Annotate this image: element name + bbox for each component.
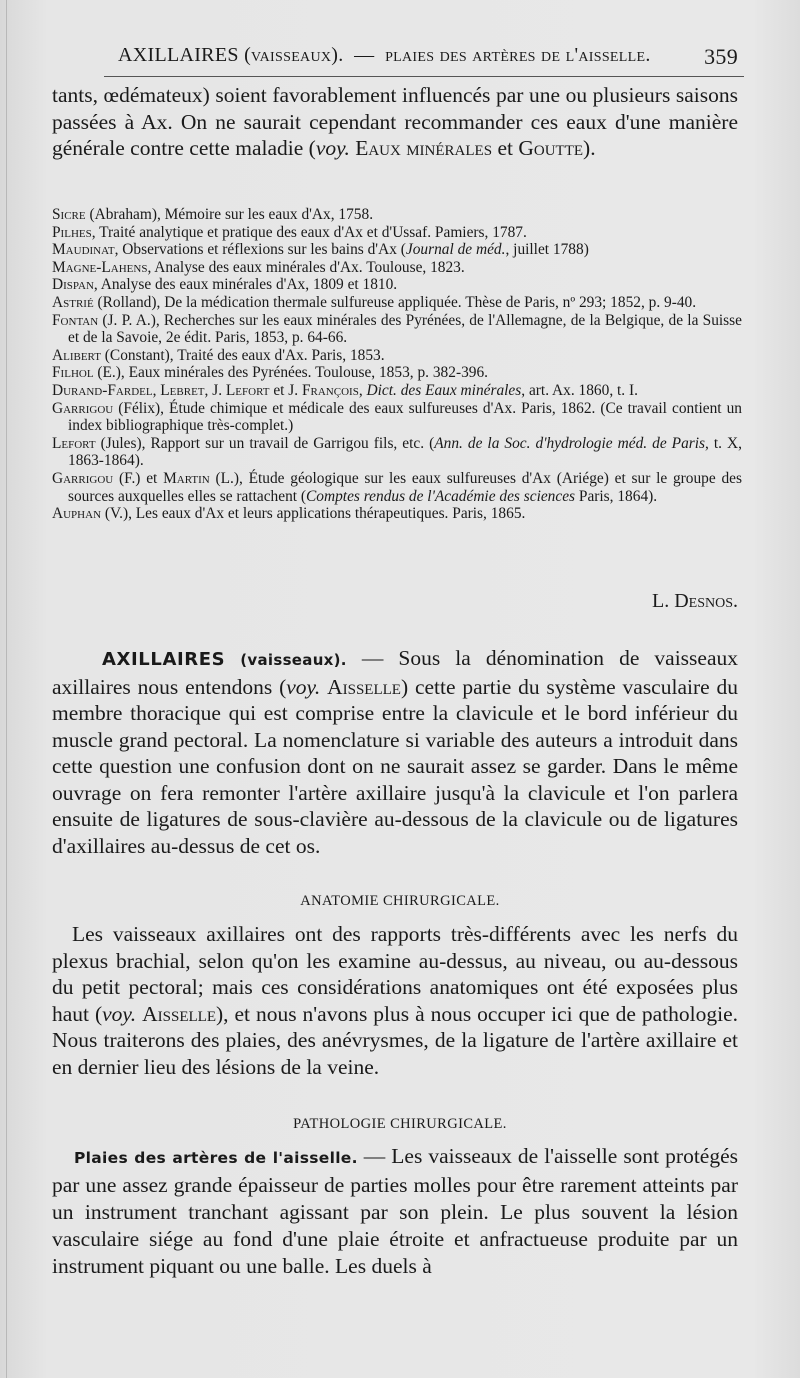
bib-journal: Dict. des Eaux minérales <box>366 381 522 399</box>
bib-text: , juillet 1788) <box>505 241 589 259</box>
bib-author: Lefort <box>52 434 96 452</box>
bib-author: François <box>301 381 359 399</box>
bib-entry <box>52 224 742 242</box>
bib-text: (Rolland), De la médication thermale sulfureuse appliquée. Thèse de Paris, nº 293; 1852, p. 9-40. <box>93 293 697 311</box>
bib-author: Martin <box>163 469 210 487</box>
bib-author: Lefort <box>225 381 270 399</box>
bib-text: (Abraham), Mémoire sur les eaux d'Ax, 1758. <box>85 206 374 223</box>
bib-author: Garrigou <box>52 399 114 417</box>
bib-entry <box>52 470 742 505</box>
bib-author: Maudinat <box>52 241 115 259</box>
anatomie-text: ), et nous n'avons plus à nous occuper ici que de pathologie. Nous traiterons des plaies, des anévrysmes, de la ligature de l'artère axillaire et en dernier lieu des lésions de la veine. <box>52 1001 738 1079</box>
bib-text: (Jules), Rapport sur un travail de Garrigou fils, etc. ( <box>95 434 435 452</box>
intro-end: ). <box>583 136 596 160</box>
bib-author: Alibert <box>52 346 101 364</box>
bib-text: (E.), Eaux minérales des Pyrénées. Toulouse, 1853, p. 382-396. <box>93 364 488 382</box>
article-keyword: AXILLAIRES <box>102 649 226 670</box>
article-keyword-paren: (vaisseaux). <box>240 651 347 669</box>
bib-entry <box>52 276 742 294</box>
article-paragraph <box>52 645 738 859</box>
bib-author: Garrigou <box>52 469 114 487</box>
bib-author: Fontan <box>52 311 99 329</box>
header-rule <box>104 76 744 77</box>
article-text: — Sous la dénomination de vaisseaux axillaires nous entendons ( <box>52 646 739 699</box>
anatomie-paragraph <box>52 921 738 1080</box>
anatomie-voy: voy. <box>102 1001 137 1026</box>
bib-text: Paris, 1864). <box>575 487 658 505</box>
bib-entry <box>52 435 742 470</box>
pathologie-paragraph <box>52 1143 738 1280</box>
bib-author: Pilhes <box>52 223 92 241</box>
bib-text: , Observations et réflexions sur les bains d'Ax ( <box>114 241 406 259</box>
bibliography <box>52 206 742 523</box>
article-intro <box>52 645 738 859</box>
bib-text: , Traité analytique et pratique des eaux d'Ax et d'Ussaf. Pamiers, 1787. <box>91 223 527 241</box>
intro-paragraph <box>52 82 738 162</box>
bib-text: (F.) et <box>113 469 164 487</box>
bib-entry <box>52 364 742 382</box>
intro-voy: voy. <box>315 136 350 160</box>
anatomie-text: Les vaisseaux axillaires ont des rapports très-différents avec les nerfs du plexus brachial, selon qu'on les examine au-dessus, au niveau, ou au-dessous du petit pectoral; mais ces considérations anatomiques ont été exposées plus haut ( <box>52 922 738 1026</box>
bib-text: , art. Ax. 1860, t. I. <box>521 381 638 399</box>
bib-author: Dispan <box>52 276 94 294</box>
bib-author: Durand-Fardel, Lebret, <box>52 381 213 399</box>
page-number: 359 <box>704 44 738 69</box>
bib-entry <box>52 312 742 347</box>
section-heading-pathologie: PATHOLOGIE CHIRURGICALE. <box>293 1116 507 1132</box>
header-subtitle: plaies des artères de l'aisselle. <box>385 44 651 66</box>
bib-entry <box>52 400 742 435</box>
bib-entry <box>52 294 742 312</box>
bib-text: (Félix), Étude chimique et médicale des eaux sulfureuses d'Ax. Paris, 1862. (Ce travail contient un index bibliographique très-complet.) <box>68 399 742 435</box>
page-gutter-shadow <box>6 0 7 1378</box>
intro-text: tants, œdémateux) soient favorablement influencés par une ou plusieurs saisons passées à Ax. On ne saurait cependant recommander ces eaux d'une manière générale contre cette maladie ( <box>52 83 738 160</box>
section-heading-anatomie: ANATOMIE CHIRURGICALE. <box>300 893 500 909</box>
intro-ref-eaux: Eaux minérales <box>355 136 493 160</box>
bib-author: Filhol <box>52 364 94 382</box>
bib-text: J. <box>212 381 226 399</box>
bib-journal: Journal de méd. <box>405 241 506 259</box>
bib-entry <box>52 347 742 365</box>
bib-entry <box>52 382 742 400</box>
article-text: ) cette partie du système vasculaire du membre thoracique qui est comprise entre la clavicule et le bord inférieur du muscle grand pectoral. La nomenclature si variable des auteurs a introduit dans cette question une confusion dont on ne saurait assez se garder. Dans le même ouvrage on fera remonter l'artère axillaire jusqu'à la clavicule et l'on parlera ensuite de ligatures de sous-clavière au-dessous de la clavicule ou de ligatures d'axillaires au-dessus de cet os. <box>52 674 738 858</box>
bib-text: , Analyse des eaux minérales d'Ax. Toulouse, 1823. <box>147 258 465 276</box>
bib-entry <box>52 505 742 523</box>
running-header <box>118 44 738 67</box>
article-ref: Aisselle <box>327 674 401 699</box>
header-title: AXILLAIRES <box>118 44 239 66</box>
bib-text: , t. X, 1863-1864). <box>68 434 742 470</box>
bib-entry <box>52 259 742 277</box>
bib-author: Sicre <box>52 206 86 223</box>
article-voy: voy. <box>286 674 321 699</box>
header-title-paren: (vaisseaux). <box>244 44 344 66</box>
bib-text: , <box>358 381 367 399</box>
intro-and: et <box>492 136 519 160</box>
bib-entry <box>52 206 742 224</box>
bib-author: Auphan <box>52 505 102 523</box>
header-dash: — <box>354 44 375 66</box>
bib-entry <box>52 241 742 259</box>
pathologie-keyword: Plaies des artères de l'aisselle. <box>74 1149 358 1167</box>
bib-author: Magne-Lahens <box>52 258 148 276</box>
pathologie-text-block <box>52 1143 738 1280</box>
author-signature: L. Desnos. <box>651 590 738 612</box>
bib-author: Astrié <box>52 293 94 311</box>
anatomie-ref: Aisselle <box>142 1001 216 1026</box>
bib-text: et J. <box>269 381 302 399</box>
bib-journal: Comptes rendus de l'Académie des sciences <box>306 487 576 505</box>
pathologie-text: — Les vaisseaux de l'aisselle sont protégés par une assez grande épaisseur de parties molles pour être rarement atteints par un instrument tranchant agissant par son plein. Le plus souvent la lésion vasculaire siége au fond d'une plaie étroite et anfractueuse produite par un instrument piquant ou une balle. Les duels à <box>52 1144 738 1278</box>
bib-text: (V.), Les eaux d'Ax et leurs applications thérapeutiques. Paris, 1865. <box>101 505 526 523</box>
bib-text: (J. P. A.), Recherches sur les eaux minérales des Pyrénées, de l'Allemagne, de la Belgique, de la Suisse et de la Savoie, 2e édit. Paris, 1853, p. 64-66. <box>68 311 742 347</box>
bib-text: (Constant), Traité des eaux d'Ax. Paris, 1853. <box>100 346 385 364</box>
bib-journal: Ann. de la Soc. d'hydrologie méd. de Paris <box>434 434 706 452</box>
bib-text: (L.), Étude géologique sur les eaux sulfureuses d'Ax (Ariége) et sur le groupe des sources auxquelles elles se rattachent ( <box>68 469 742 505</box>
intro-ref-goutte: Goutte <box>518 136 584 160</box>
anatomie-text-block <box>52 921 738 1080</box>
bib-text: , Analyse des eaux minérales d'Ax, 1809 et 1810. <box>93 276 398 294</box>
